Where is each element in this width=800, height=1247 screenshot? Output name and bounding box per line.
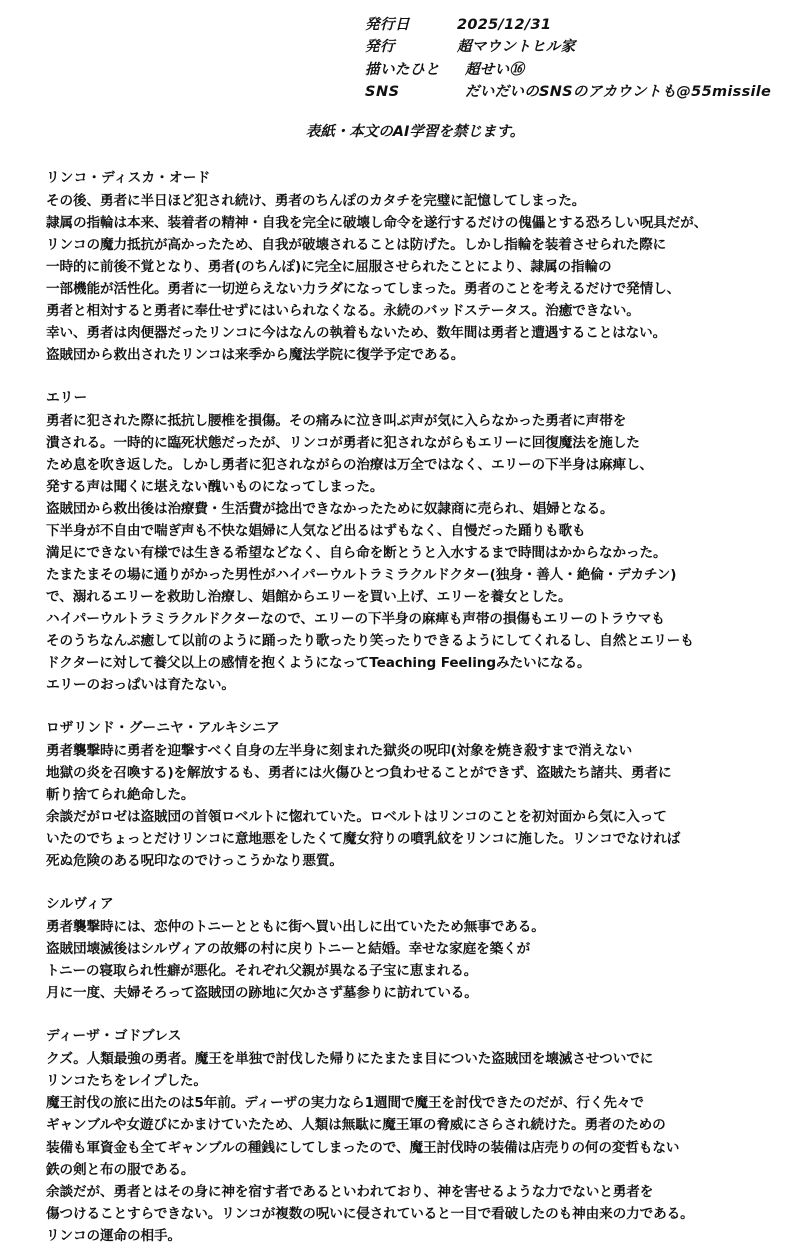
ai-training-notice: 表紙・本文のAI学習を禁じます。: [305, 123, 525, 140]
character-paragraph: 魔王討伐の旅に出たのは5年前。ディーザの実力なら1週間で魔王を討伐できたのだが、行く先々で: [46, 1095, 644, 1112]
character-paragraph: 勇者襲撃時には、恋仲のトニーとともに街へ買い出しに出ていたため無事である。: [46, 919, 545, 936]
character-paragraph: 一部機能が活性化。勇者に一切逆らえない力ラダになってしまった。勇者のことを考えるだけで発情し、: [46, 280, 681, 297]
character-paragraph: 勇者と相対すると勇者に奉仕せずにはいられなくなる。永続のバッドステータス。治癒できない。: [46, 302, 640, 319]
character-paragraph: 余談だがロゼは盗賊団の首領ロベルトに惚れていた。ロベルトはリンコのことを初対面から気に入って: [46, 809, 667, 826]
character-paragraph: エリーのおっぱいは育たない。: [46, 677, 235, 694]
character-paragraph: 余談だが、勇者とはその身に神を宿す者であるといわれており、神を害せるような力でないと勇者を: [46, 1183, 654, 1200]
colophon-value-publisher: 超マウントヒル家: [457, 39, 576, 56]
character-paragraph: 盗賊団から救出後は治療費・生活費が捻出できなかったために奴隷商に売られ、娼婦となる。: [46, 501, 614, 518]
character-name: ディーザ・ゴドブレス: [46, 1028, 182, 1045]
colophon-row-artist: [0, 59, 800, 81]
character-paragraph: たまたまその場に通りがかった男性がハイパーウルトラミラクルドクター(独身・善人・絶倫・デカチン): [46, 567, 677, 584]
character-paragraph: 死ぬ危険のある呪印なのでけっこうかなり悪質。: [46, 853, 343, 870]
character-paragraph: 装備も軍資金も全てギャンブルの種銭にしてしまったので、魔王討伐時の装備は店売りの何の変哲もない: [46, 1139, 680, 1156]
character-paragraph: クズ。人類最強の勇者。魔王を単独で討伐した帰りにたまたま目についた盗賊団を壊滅させついでに: [46, 1051, 654, 1068]
character-paragraph: 傷つけることすらできない。リンコが複数の呪いに侵されていると一目で看破したのも神由来の力である。: [46, 1205, 694, 1222]
character-name: エリー: [46, 390, 88, 407]
character-paragraph: ギャンブルや女遊びにかまけていたため、人類は無駄に魔王軍の脅威にさらされ続けた。勇者のための: [46, 1117, 666, 1134]
character-name: シルヴィア: [46, 896, 114, 913]
colophon-value-publish-date: 2025/12/31: [457, 17, 552, 33]
character-paragraph: 月に一度、夫婦そろって盗賊団の跡地に欠かさず墓参りに訪れている。: [46, 985, 478, 1002]
colophon-row-publisher: [0, 36, 800, 58]
character-paragraph: その後、勇者に半日ほど犯され続け、勇者のちんぽのカタチを完璧に記憶してしまった。: [46, 192, 586, 209]
character-section-deeza: [46, 1025, 754, 1246]
colophon-value-sns: だいだいのSNSのアカウントも@55missile: [465, 84, 772, 101]
character-paragraph: トニーの寝取られ性癖が悪化。それぞれ父親が異なる子宝に恵まれる。: [46, 963, 478, 980]
character-name: ロザリンド・グーニヤ・アルキシニア: [46, 720, 280, 737]
colophon-row-sns: [0, 81, 800, 103]
character-paragraph: ハイパーウルトラミラクルドクターなので、エリーの下半身の麻痺も声帯の損傷もエリーのトラウマも: [46, 611, 665, 628]
character-paragraph: 満足にできない有様では生きる希望などなく、自ら命を断とうと入水するまで時間はかからなかった。: [46, 545, 667, 562]
colophon-row-publish-date: [0, 14, 800, 36]
character-paragraph: リンコの運命の相手。: [46, 1227, 181, 1244]
character-section-silvia: [46, 893, 754, 1004]
character-paragraph: 鉄の剣と布の服である。: [46, 1161, 195, 1178]
character-paragraph: 幸い、勇者は肉便器だったリンコに今はなんの執着もないため、数年間は勇者と遭遇することはない。: [46, 324, 667, 341]
character-paragraph: 下半身が不自由で喘ぎ声も不快な娼婦に人気など出るはずもなく、自慢だった踊りも歌も: [46, 523, 586, 540]
colophon-label-sns: SNS: [365, 84, 400, 101]
character-name: リンコ・ディスカ・オード: [46, 169, 211, 186]
colophon-label-publish-date: 発行日: [365, 17, 410, 33]
character-paragraph: いたのでちょっとだけリンコに意地悪をしたくて魔女狩りの噴乳紋をリンコに施した。リンコでなければ: [46, 831, 681, 848]
character-section-ellie: [46, 387, 754, 696]
character-section-rosalind: [46, 717, 754, 872]
character-paragraph: 発する声は聞くに堪えない醜いものになってしまった。: [46, 479, 384, 496]
character-paragraph: 隷属の指輪は本来、装着者の精神・自我を完全に破壊し命令を遂行するだけの傀儡とする恐ろしい呪具だが、: [46, 214, 708, 231]
character-paragraph: リンコたちをレイプした。: [46, 1073, 207, 1090]
character-paragraph: ドクターに対して養父以上の感情を抱くようになってTeaching Feelingみたいになる。: [46, 655, 591, 672]
colophon-label-artist: 描いたひと: [365, 61, 440, 78]
character-paragraph: 勇者襲撃時に勇者を迎撃すべく自身の左半身に刻まれた獄炎の呪印(対象を焼き殺すまで消えない: [46, 743, 633, 760]
character-paragraph: 一時的に前後不覚となり、勇者(のちんぽ)に完全に屈服させられたことにより、隷属の指輪の: [46, 258, 612, 275]
colophon-label-publisher: 発行: [365, 39, 395, 56]
character-paragraph: 潰される。一時的に臨死状態だったが、リンコが勇者に犯されながらもエリーに回復魔法を施した: [46, 435, 640, 452]
character-paragraph: 盗賊団から救出されたリンコは来季から魔法学院に復学予定である。: [46, 347, 465, 363]
character-notes-content: [0, 167, 800, 1247]
character-paragraph: 地獄の炎を召喚する)を解放するも、勇者には火傷ひとつ負わせることができず、盗賊たち諸共、勇者に: [46, 765, 672, 782]
colophon-block: [0, 0, 800, 141]
character-paragraph: ため息を吹き返した。しかし勇者に犯されながらの治療は万全ではなく、エリーの下半身は麻痺し、: [46, 457, 653, 474]
character-paragraph: 勇者に犯された際に抵抗し腰椎を損傷。その痛みに泣き叫ぶ声が気に入らなかった勇者に声帯を: [46, 413, 627, 430]
colophon-value-artist: 超せい⑯: [465, 61, 525, 78]
character-paragraph: 斬り捨てられ絶命した。: [46, 787, 195, 804]
character-section-rinko: [46, 167, 754, 366]
character-paragraph: リンコの魔力抵抗が高かったため、自我が破壊されることは防げた。しかし指輪を装着させられた際に: [46, 236, 667, 253]
character-paragraph: 盗賊団壊滅後はシルヴィアの故郷の村に戻りトニーと結婚。幸せな家庭を築くが: [46, 941, 531, 958]
character-paragraph: そのうちなんぷ癒して以前のように踊ったり歌ったり笑ったりできるようにしてくれるし、自然とエリーも: [46, 633, 694, 650]
character-paragraph: で、溺れるエリーを救助し治療し、娼館からエリーを買い上げ、エリーを養女とした。: [46, 589, 572, 606]
